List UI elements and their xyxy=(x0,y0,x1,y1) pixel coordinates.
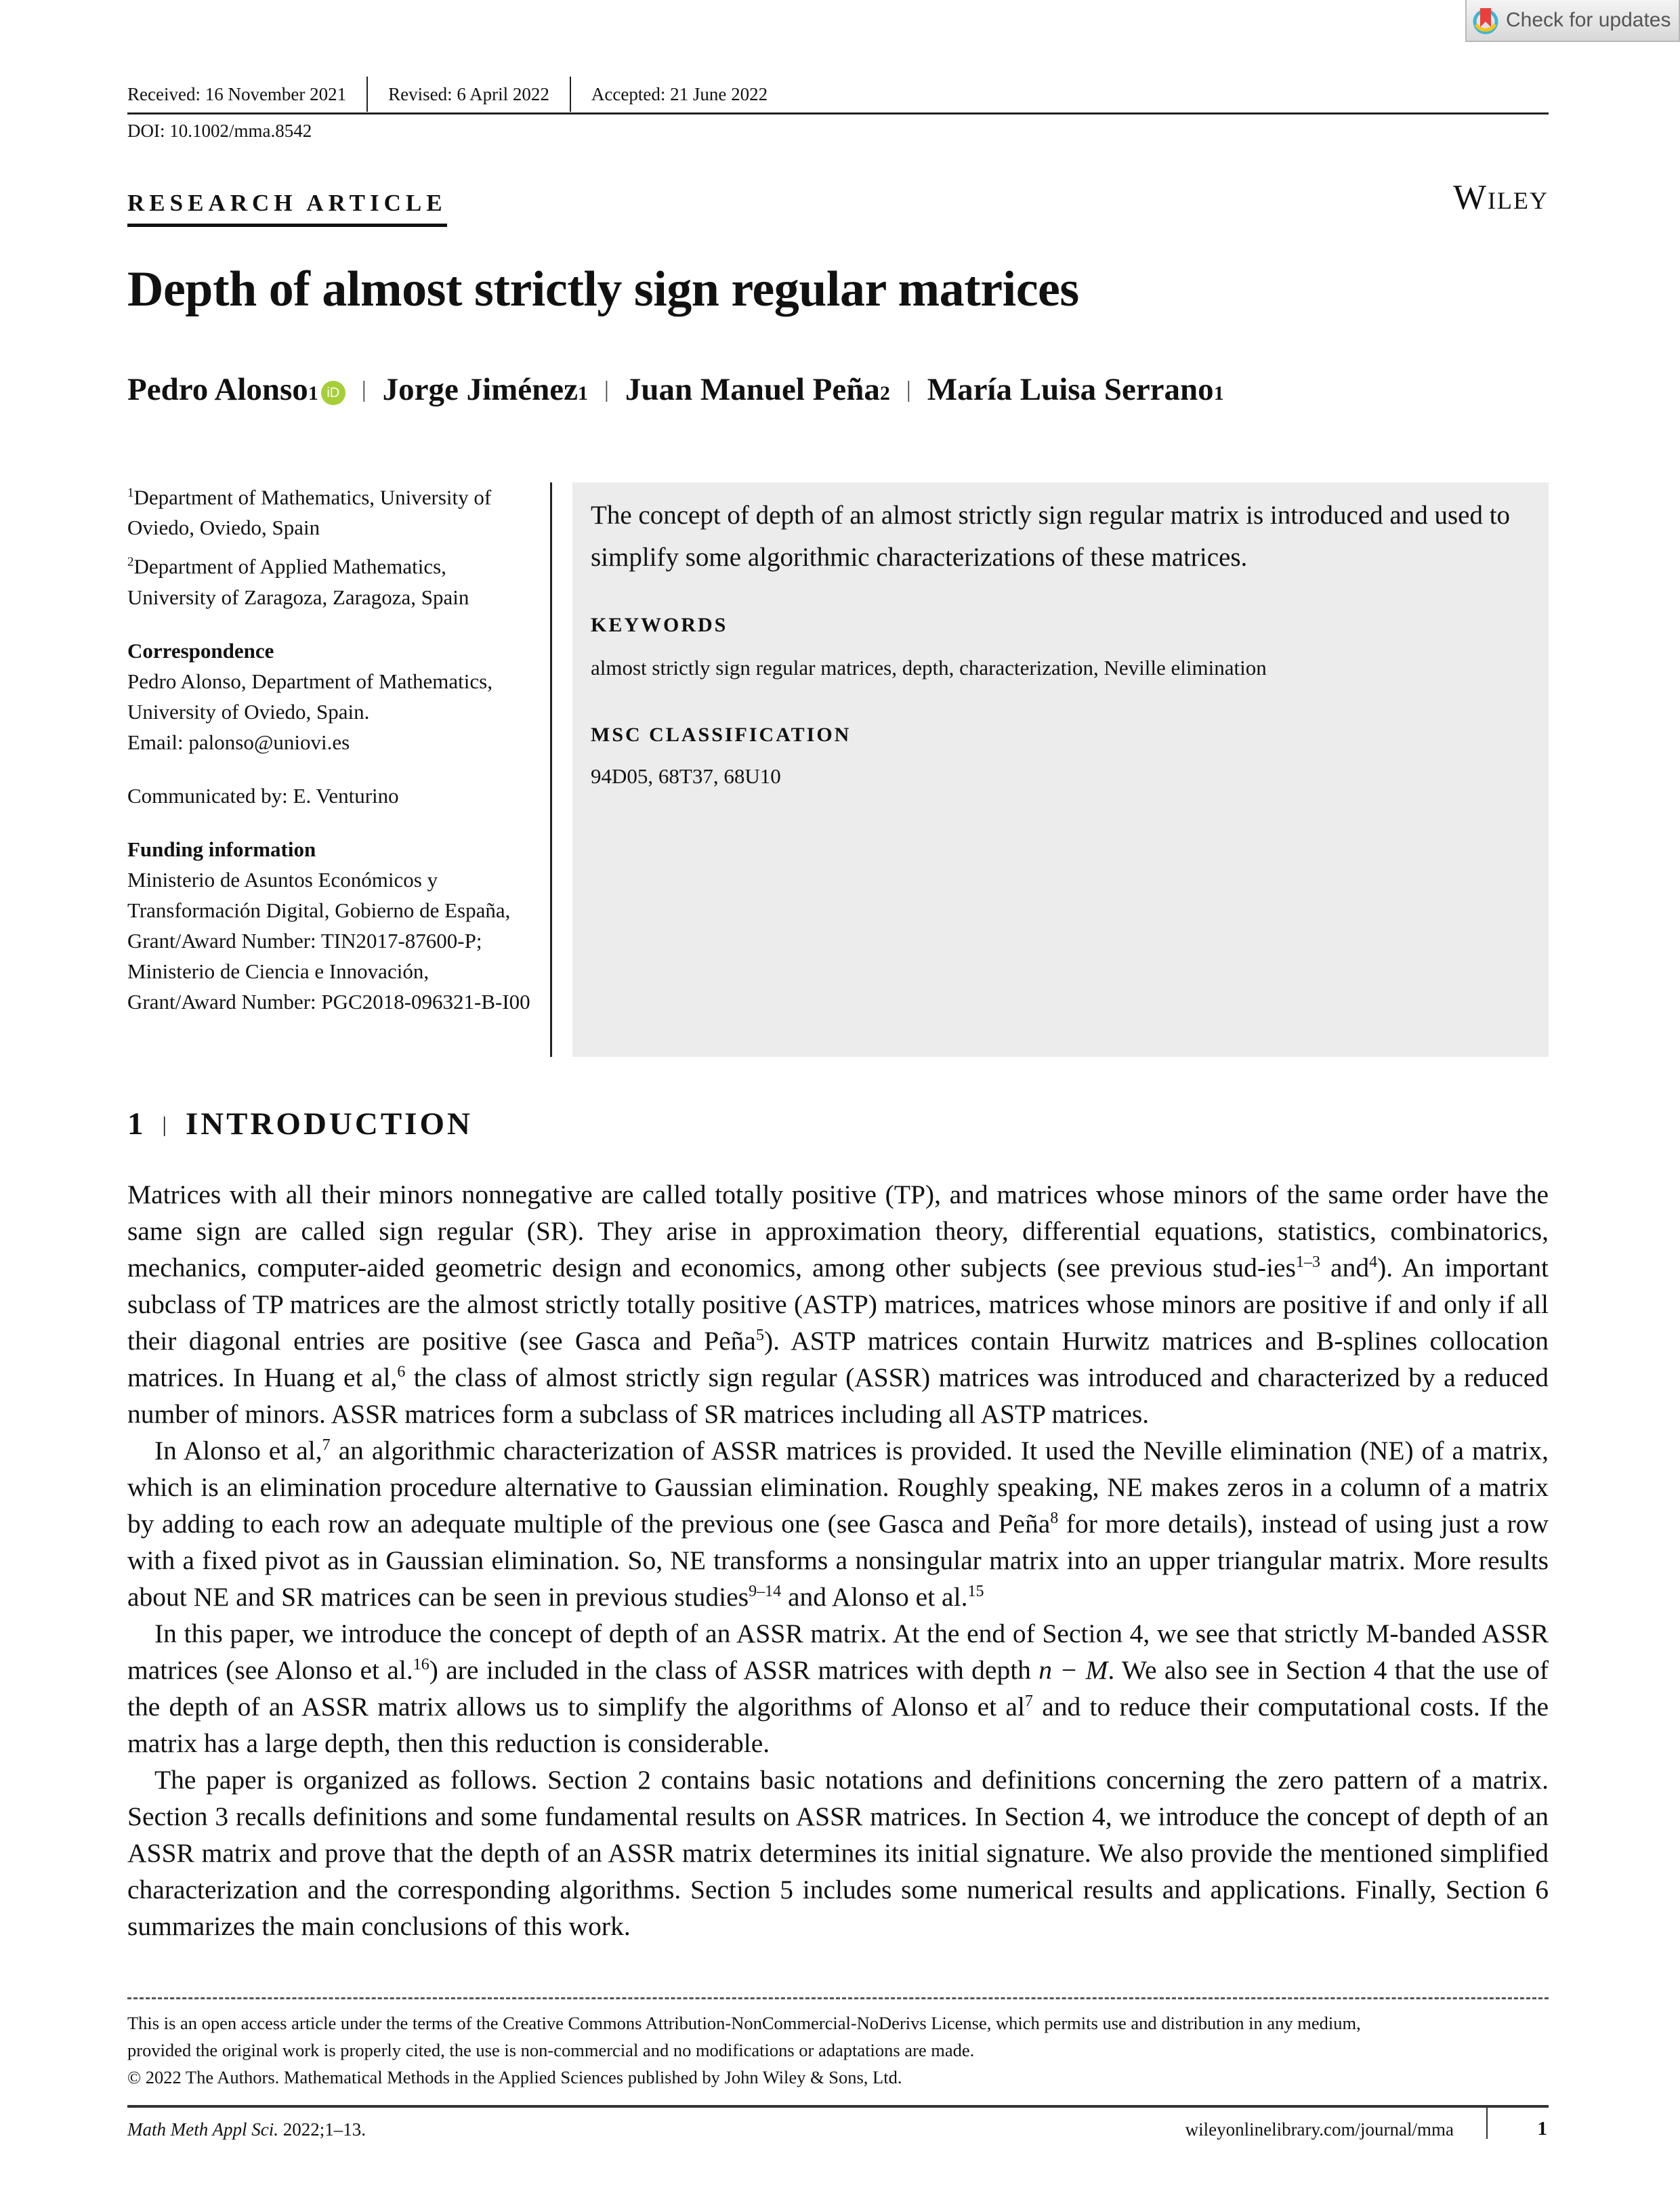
journal-citation: Math Meth Appl Sci. 2022;1–13. xyxy=(127,2119,366,2140)
author-separator: | xyxy=(361,377,366,402)
section-heading xyxy=(127,1106,473,1142)
funding-text: Ministerio de Asuntos Económicos y Transformación Digital, Gobierno de España, Grant/Award Number: TIN2017-87600-P; Ministerio de Ciencia e Innovación, Grant/Award Number: PGC2018-096321-B-I00 xyxy=(127,867,530,1014)
author-affiliation: 2 xyxy=(879,382,890,404)
section-number: 1 xyxy=(127,1106,146,1142)
author-list xyxy=(127,371,1224,408)
msc-codes: 94D05, 68T37, 68U10 xyxy=(591,764,781,788)
author-name[interactable]: Pedro Alonso xyxy=(127,372,308,407)
publication-dates xyxy=(127,76,1549,114)
citation-link[interactable]: 1–3 xyxy=(1295,1253,1320,1271)
citation-link[interactable]: 4 xyxy=(1369,1253,1378,1271)
license-line: provided the original work is properly cited, the use is non-commercial and no modifications or adaptations are made. xyxy=(127,2040,975,2060)
body-paragraph: Matrices with all their minors nonnegative are called totally positive (TP), and matrices whose minors of the same order have the same sign are called sign regular (SR). They arise in approximation theory, differential equations, statistics, combinatorics, mechanics, computer-aided geometric design and economics, among other subjects (see previous stud-ies$^{1-3}$ and$^4$). An important subclass of TP matrices are the almost strictly totally positive (ASTP) matrices, matrices whose minors are positive if and only if all their diagonal entries are positive (see Gasca and Peña$^5$). ASTP matrices contain Hurwitz matrices and B-splines collocation matrices. In Huang et al,$^6$ the class of almost strictly sign regular (ASSR) matrices was introduced and characterized by a reduced number of minors. ASSR matrices form a subclass of SR matrices including all ASTP matrices. xyxy=(127,1180,1549,1429)
body-paragraph: In this paper, we introduce the concept of depth of an ASSR matrix. At the end of Section 4, we see that strictly M-banded ASSR matrices (see Alonso et al.$^{16}$) are included in the class of ASSR matrices with depth n − M. We also see in Section 4 that the use of the depth of an ASSR matrix allows us to simplify the algorithms of Alonso et $al^7$ and to reduce their computational costs. If the matrix has a large depth, then this reduction is considerable. xyxy=(127,1619,1549,1758)
author-affiliation: 1 xyxy=(578,382,589,404)
article-info-column xyxy=(127,478,534,1017)
license-line: This is an open access article under the terms of the Creative Commons Attribution-NonCommercial-NoDerivs License, which permits use and distribution in any medium, xyxy=(127,2013,1361,2033)
citation-link[interactable]: 9–14 xyxy=(749,1582,782,1600)
correspondence-heading: Correspondence xyxy=(127,638,274,663)
citation-link[interactable]: 6 xyxy=(397,1362,406,1381)
keywords-heading: KEYWORDS xyxy=(591,614,728,636)
citation-link[interactable]: 7 xyxy=(1024,1692,1033,1710)
column-divider xyxy=(550,482,552,1057)
revised-date: Revised: 6 April 2022 xyxy=(368,77,571,112)
affiliation-1: $^1$Department of Mathematics, University of Oviedo, Oviedo, Spain xyxy=(127,485,492,540)
license-notice xyxy=(127,2009,1549,2091)
body-paragraph: In Alonso et al,$^7$ an algorithmic characterization of ASSR matrices is provided. It used the Neville elimination (NE) of a matrix, which is an elimination procedure alternative to Gaussian elimination. Roughly speaking, NE makes zeros in a column of a matrix by adding to each row an adequate multiple of the previous one (see Gasca and Peña$^8$ for more details), instead of using just a row with a fixed pivot as in Gaussian elimination. So, NE transforms a nonsingular matrix into an upper triangular matrix. More results about NE and SR matrices can be seen in previous studies$^{9-14}$ and Alonso et al.$^{15}$ xyxy=(127,1436,1549,1612)
check-for-updates-label: Check for updates xyxy=(1506,9,1671,31)
keywords-list: almost strictly sign regular matrices, depth, characterization, Neville elimination xyxy=(591,656,1267,680)
citation-link[interactable]: 15 xyxy=(967,1582,984,1600)
author-separator: | xyxy=(604,377,609,402)
abstract-text: The concept of depth of an almost strictly sign regular matrix is introduced and used to simplify some algorithmic characterizations of these matrices. xyxy=(591,501,1511,572)
orcid-icon[interactable]: iD xyxy=(321,381,345,405)
body-paragraph: The paper is organized as follows. Section 2 contains basic notations and definitions concerning the zero pattern of a matrix. Section 3 recalls definitions and some fundamental results on ASSR matrices. In Section 4, we introduce the concept of depth of an ASSR matrix and prove that the depth of an ASSR matrix determines its initial signature. We also provide the mentioned simplified characterization and the corresponding algorithms. Section 5 includes some numerical results and applications. Finally, Section 6 summarizes the main conclusions of this work. xyxy=(127,1765,1549,1941)
author-separator: | xyxy=(906,377,911,402)
section-title: INTRODUCTION xyxy=(185,1106,473,1142)
author-affiliation: 1 xyxy=(1213,382,1224,404)
author-name[interactable]: Juan Manuel Peña xyxy=(625,372,880,407)
received-date: Received: 16 November 2021 xyxy=(127,77,368,112)
wiley-logo: Wiley xyxy=(1452,178,1549,217)
check-for-updates-button[interactable] xyxy=(1465,0,1680,42)
author-affiliation: 1 xyxy=(308,382,318,404)
msc-heading: MSC CLASSIFICATION xyxy=(591,724,852,746)
crossmark-icon xyxy=(1472,4,1499,37)
communicated-by: Communicated by: E. Venturino xyxy=(127,783,399,808)
page-number: 1 xyxy=(1537,2118,1547,2140)
correspondence-text: Pedro Alonso, Department of Mathematics, University of Oviedo, Spain. xyxy=(127,669,492,724)
author-name[interactable]: Jorge Jiménez xyxy=(382,372,579,407)
journal-url[interactable]: wileyonlinelibrary.com/journal/mma xyxy=(1185,2119,1454,2140)
license-divider xyxy=(127,1997,1549,1999)
citation-link[interactable]: 8 xyxy=(1050,1509,1059,1527)
author-name[interactable]: María Luisa Serrano xyxy=(927,372,1214,407)
citation-link[interactable]: 7 xyxy=(322,1436,331,1454)
affiliation-2: $^2$Department of Applied Mathematics, University of Zaragoza, Zaragoza, Spain xyxy=(127,554,469,609)
section-separator: | xyxy=(162,1111,169,1136)
math-expression: n − M xyxy=(1038,1655,1108,1685)
correspondence-email[interactable]: Email: palonso@uniovi.es xyxy=(127,730,350,754)
citation-link[interactable]: 16 xyxy=(413,1655,429,1673)
paper-title: Depth of almost strictly sign regular matrices xyxy=(127,262,1079,317)
introduction-body xyxy=(127,1176,1549,1944)
footer-divider xyxy=(1486,2105,1488,2139)
copyright-line: © 2022 The Authors. Mathematical Methods in the Applied Sciences published by John Wiley & Sons, Ltd. xyxy=(127,2067,902,2087)
funding-heading: Funding information xyxy=(127,837,316,861)
footer-rule xyxy=(127,2105,1549,2108)
article-type: RESEARCH ARTICLE xyxy=(127,190,447,227)
accepted-date: Accepted: 21 June 2022 xyxy=(591,83,768,104)
citation-link[interactable]: 5 xyxy=(755,1326,764,1344)
doi[interactable]: DOI: 10.1002/mma.8542 xyxy=(127,121,312,141)
